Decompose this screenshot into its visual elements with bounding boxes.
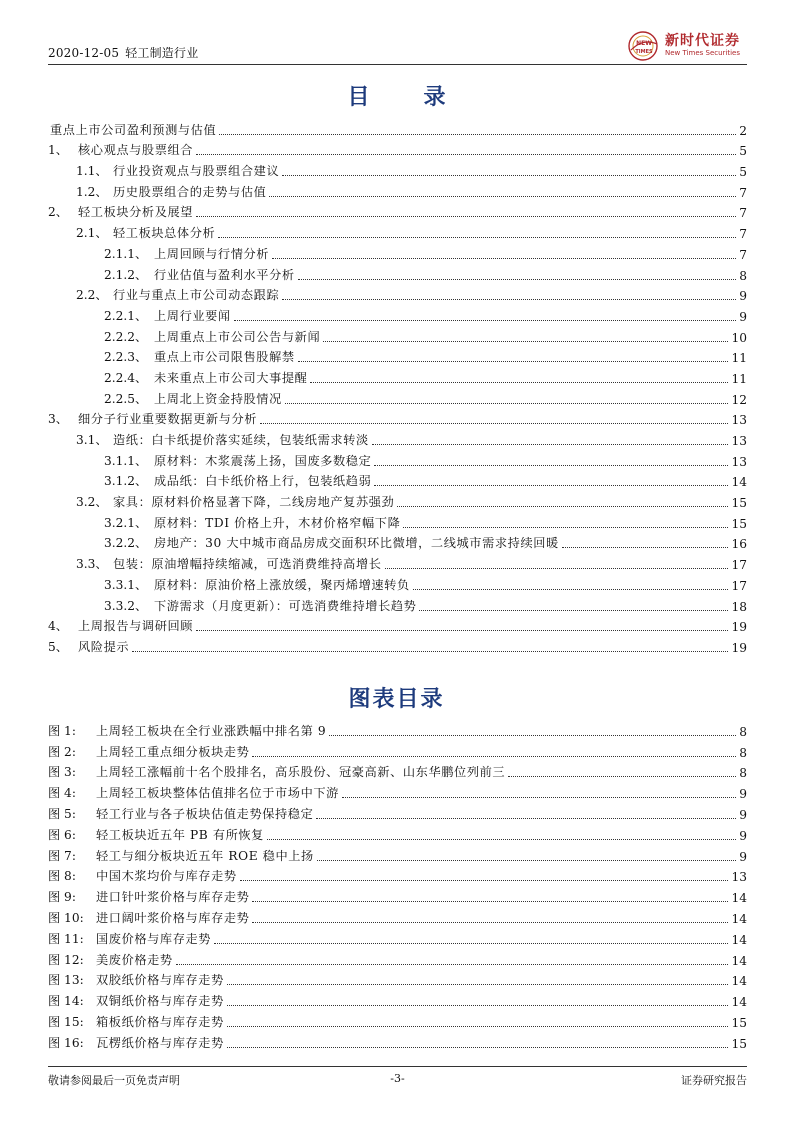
entry-number: 1、 — [48, 143, 68, 158]
entry-title: 房地产：30 大中城市商品房成交面积环比微增，二线城市需求持续回暖 — [154, 536, 559, 551]
entry-title: 双铜纸价格与库存走势 — [96, 994, 224, 1009]
entry-page: 9 — [739, 309, 747, 324]
entry-page: 14 — [731, 974, 747, 989]
table-of-contents — [48, 117, 747, 655]
industry-name: 轻工制造行业 — [125, 46, 199, 60]
entry-number: 1.2、 — [76, 184, 108, 199]
entry-title: 上周报告与调研回顾 — [78, 619, 194, 634]
entry-number: 图 1: — [48, 723, 76, 738]
dot-leader — [282, 175, 736, 176]
entry-number: 4、 — [48, 619, 68, 634]
entry-number: 图 6: — [48, 827, 76, 842]
entry-number: 3.2.2、 — [104, 536, 148, 551]
entry-title: 轻工行业与各子板块估值走势保持稳定 — [96, 806, 314, 821]
dot-leader — [298, 279, 737, 280]
dot-leader — [298, 361, 729, 362]
dot-leader — [252, 756, 736, 757]
entry-number: 5、 — [48, 639, 68, 654]
entry-title: 箱板纸价格与库存走势 — [96, 1014, 224, 1029]
dot-leader — [272, 258, 736, 259]
entry-title: 轻工板块近五年 PB 有所恢复 — [96, 827, 264, 842]
entry-title: 行业估值与盈利水平分析 — [154, 267, 295, 282]
toc-entry[interactable] — [48, 241, 747, 262]
entry-title: 上周北上资金持股情况 — [154, 391, 282, 406]
dot-leader — [316, 818, 736, 819]
disclaimer-note: 敬请参阅最后一页免责声明 — [48, 1074, 180, 1087]
entry-title: 进口针叶浆价格与库存走势 — [96, 890, 250, 905]
figure-index — [48, 718, 747, 1051]
dot-leader — [196, 154, 736, 155]
entry-title: 重点上市公司盈利预测与估值 — [50, 122, 217, 137]
page-header — [48, 26, 747, 66]
entry-page: 14 — [731, 475, 747, 490]
entry-page: 15 — [731, 1015, 747, 1030]
entry-title: 上周轻工涨幅前十名个股排名，高乐股份、冠豪高新、山东华鹏位列前三 — [96, 765, 506, 780]
toc-entry[interactable] — [48, 489, 747, 510]
entry-number: 图 14: — [48, 994, 84, 1009]
entry-page: 9 — [739, 787, 747, 802]
entry-page: 16 — [731, 537, 747, 552]
toc-entry[interactable] — [48, 510, 747, 531]
entry-title: 双胶纸价格与库存走势 — [96, 973, 224, 988]
toc-entry[interactable] — [48, 179, 747, 200]
entry-page: 9 — [739, 807, 747, 822]
entry-number: 3.3.2、 — [104, 598, 148, 613]
dot-leader — [196, 216, 736, 217]
figure-entry[interactable] — [48, 926, 747, 947]
entry-number: 图 10: — [48, 910, 84, 925]
dot-leader — [267, 839, 736, 840]
figure-entry[interactable] — [48, 739, 747, 760]
dot-leader — [403, 527, 728, 528]
entry-title: 核心观点与股票组合 — [78, 143, 194, 158]
entry-number: 图 12: — [48, 952, 84, 967]
dot-leader — [385, 568, 729, 569]
entry-page: 2 — [739, 123, 747, 138]
entry-number: 1.1、 — [76, 164, 108, 179]
entry-page: 15 — [731, 1036, 747, 1051]
entry-number: 3.1.2、 — [104, 474, 148, 489]
figure-entry[interactable] — [48, 780, 747, 801]
entry-page: 5 — [739, 144, 747, 159]
logo-english-name: New Times Securities — [665, 49, 740, 57]
figure-entry[interactable] — [48, 905, 747, 926]
entry-title: 上周轻工板块整体估值排名位于市场中下游 — [96, 786, 339, 801]
toc-entry[interactable] — [48, 551, 747, 572]
dot-leader — [342, 797, 736, 798]
entry-title: 上周轻工重点细分板块走势 — [96, 744, 250, 759]
figure-entry[interactable] — [48, 947, 747, 968]
dot-leader — [234, 320, 737, 321]
entry-number: 3.2.1、 — [104, 515, 148, 530]
entry-number: 3.1、 — [76, 433, 108, 447]
toc-entry[interactable] — [48, 138, 747, 159]
entry-page: 7 — [739, 247, 747, 262]
entry-number: 图 15: — [48, 1014, 84, 1029]
dot-leader — [218, 237, 736, 238]
report-date: 2020-12-05 — [48, 46, 120, 60]
entry-page: 8 — [739, 766, 747, 781]
toc-entry[interactable] — [48, 283, 747, 304]
entry-page: 14 — [731, 932, 747, 947]
entry-number: 3、 — [48, 412, 68, 427]
toc-entry[interactable] — [48, 634, 747, 655]
entry-number: 图 13: — [48, 973, 84, 988]
entry-page: 15 — [731, 516, 747, 531]
entry-page: 18 — [731, 599, 747, 614]
dot-leader — [227, 1005, 729, 1006]
entry-page: 7 — [739, 185, 747, 200]
entry-title: 包装：原油增幅持续缩减，可选消费维持高增长 — [113, 557, 382, 572]
entry-page: 10 — [731, 330, 747, 345]
entry-page: 11 — [731, 371, 747, 386]
logo-mark-text: NEW — [636, 40, 652, 47]
entry-title: 原材料：原油价格上涨放缓，聚丙烯增速转负 — [154, 577, 410, 592]
entry-number: 图 8: — [48, 869, 76, 884]
entry-number: 2.2.3、 — [104, 350, 148, 365]
logo-emblem-icon — [627, 30, 661, 62]
toc-entry[interactable] — [48, 200, 747, 221]
entry-page: 17 — [731, 558, 747, 573]
entry-page: 13 — [731, 870, 747, 885]
entry-title: 轻工板块总体分析 — [113, 226, 216, 241]
entry-number: 图 11: — [48, 931, 84, 946]
entry-number: 3.1.1、 — [104, 453, 148, 468]
toc-entry[interactable] — [48, 220, 747, 241]
entry-title: 原材料：TDI 价格上升，木材价格窄幅下降 — [154, 515, 401, 530]
toc-entry[interactable] — [48, 386, 747, 407]
toc-entry[interactable] — [48, 469, 747, 490]
entry-page: 9 — [739, 828, 747, 843]
figure-entry[interactable] — [48, 968, 747, 989]
entry-title: 行业与重点上市公司动态跟踪 — [113, 288, 280, 303]
entry-title: 进口阔叶浆价格与库存走势 — [96, 910, 250, 925]
entry-title: 历史股票组合的走势与估值 — [113, 184, 267, 199]
entry-number: 2.1、 — [76, 226, 108, 241]
company-logo — [627, 30, 747, 62]
figure-entry[interactable] — [48, 843, 747, 864]
entry-title: 造纸：白卡纸提价落实延续，包装纸需求转淡 — [113, 433, 369, 447]
toc-entry[interactable] — [48, 158, 747, 179]
dot-leader — [132, 651, 728, 652]
dot-leader — [310, 382, 728, 383]
toc-entry[interactable] — [48, 345, 747, 366]
dot-leader — [260, 423, 728, 424]
toc-entry[interactable] — [48, 324, 747, 345]
entry-number: 图 3: — [48, 765, 76, 780]
toc-entry[interactable] — [48, 593, 747, 614]
entry-title: 瓦楞纸价格与库存走势 — [96, 1035, 224, 1050]
dot-leader — [196, 630, 728, 631]
dot-leader — [372, 444, 729, 445]
entry-title: 下游需求（月度更新）：可选消费维持增长趋势 — [154, 598, 417, 613]
dot-leader — [252, 922, 728, 923]
entry-title: 国废价格与库存走势 — [96, 931, 212, 946]
dot-leader — [508, 776, 736, 777]
dot-leader — [240, 880, 729, 881]
dot-leader — [227, 984, 729, 985]
entry-title: 轻工板块分析及展望 — [78, 205, 194, 220]
entry-page: 17 — [731, 578, 747, 593]
entry-page: 8 — [739, 745, 747, 760]
entry-page: 14 — [731, 911, 747, 926]
entry-number: 图 7: — [48, 848, 76, 863]
entry-number: 2.2.5、 — [104, 391, 148, 406]
toc-entry[interactable] — [48, 365, 747, 386]
page-number: -3- — [390, 1072, 405, 1085]
header-info — [48, 44, 198, 61]
entry-number: 2.1.1、 — [104, 246, 148, 261]
entry-title: 上周轻工板块在全行业涨跌幅中排名第 9 — [96, 723, 327, 738]
entry-number: 2.2.2、 — [104, 329, 148, 344]
entry-title: 美废价格走势 — [96, 952, 173, 967]
entry-number: 图 5: — [48, 806, 76, 821]
entry-page: 7 — [739, 206, 747, 221]
entry-number: 2.2.1、 — [104, 308, 148, 323]
dot-leader — [374, 485, 728, 486]
footer-divider — [48, 1066, 747, 1067]
toc-entry[interactable] — [48, 407, 747, 428]
dot-leader — [214, 943, 728, 944]
entry-title: 家具：原材料价格显著下降，二线房地产复苏强劲 — [113, 495, 395, 510]
figure-entry[interactable] — [48, 760, 747, 781]
entry-page: 11 — [731, 351, 747, 366]
toc-heading: 目 录 — [347, 84, 462, 110]
report-type: 证券研究报告 — [681, 1074, 747, 1087]
entry-page: 12 — [731, 392, 747, 407]
figure-entry[interactable] — [48, 718, 747, 739]
dot-leader — [285, 403, 729, 404]
header-divider — [48, 64, 747, 65]
dot-leader — [329, 735, 736, 736]
dot-leader — [227, 1026, 729, 1027]
entry-title: 上周行业要闻 — [154, 308, 231, 323]
entry-number: 2.1.2、 — [104, 267, 148, 282]
entry-title: 未来重点上市公司大事提醒 — [154, 370, 308, 385]
entry-title: 风险提示 — [78, 639, 130, 654]
entry-title: 上周重点上市公司公告与新闻 — [154, 329, 321, 344]
entry-title: 成品纸：白卡纸价格上行，包装纸趋弱 — [154, 474, 372, 489]
dot-leader — [176, 964, 729, 965]
dot-leader — [397, 506, 728, 507]
dot-leader — [282, 299, 736, 300]
entry-page: 13 — [731, 434, 747, 448]
dot-leader — [317, 860, 736, 861]
figure-entry[interactable] — [48, 884, 747, 905]
entry-number: 2.2、 — [76, 288, 108, 303]
logo-mark-text-2: TIMES — [635, 49, 653, 55]
entry-page: 8 — [739, 268, 747, 283]
entry-page: 8 — [739, 724, 747, 739]
toc-entry[interactable] — [48, 427, 747, 448]
entry-page: 13 — [731, 454, 747, 469]
entry-page: 13 — [731, 413, 747, 428]
entry-number: 图 4: — [48, 786, 76, 801]
figure-index-heading: 图表目录 — [348, 686, 445, 712]
figure-entry[interactable] — [48, 1009, 747, 1030]
entry-page: 5 — [739, 165, 747, 180]
figure-entry[interactable] — [48, 864, 747, 885]
entry-title: 行业投资观点与股票组合建议 — [113, 164, 280, 179]
entry-page: 14 — [731, 953, 747, 968]
entry-title: 重点上市公司限售股解禁 — [154, 350, 295, 365]
dot-leader — [562, 547, 729, 548]
dot-leader — [219, 134, 736, 135]
entry-title: 上周回顾与行情分析 — [154, 246, 270, 261]
entry-page: 15 — [731, 496, 747, 511]
entry-number: 3.3、 — [76, 557, 108, 572]
dot-leader — [269, 196, 736, 197]
toc-entry[interactable] — [48, 572, 747, 593]
dot-leader — [227, 1047, 729, 1048]
logo-chinese-name: 新时代证券 — [665, 33, 740, 49]
entry-title: 原材料：木浆震荡上扬，国废多数稳定 — [154, 453, 372, 468]
toc-entry[interactable] — [48, 531, 747, 552]
entry-number: 图 9: — [48, 890, 76, 905]
entry-page: 9 — [739, 289, 747, 304]
dot-leader — [374, 465, 728, 466]
entry-number: 3.3.1、 — [104, 577, 148, 592]
dot-leader — [252, 901, 728, 902]
entry-title: 中国木浆均价与库存走势 — [96, 869, 237, 884]
dot-leader — [413, 589, 729, 590]
entry-number: 图 16: — [48, 1035, 84, 1050]
entry-page: 19 — [731, 620, 747, 635]
entry-number: 2.2.4、 — [104, 370, 148, 385]
entry-number: 2、 — [48, 205, 68, 220]
entry-page: 19 — [731, 640, 747, 655]
entry-title: 细分子行业重要数据更新与分析 — [78, 412, 258, 427]
toc-entry[interactable] — [48, 262, 747, 283]
toc-entry[interactable] — [48, 614, 747, 635]
figure-entry[interactable] — [48, 801, 747, 822]
dot-leader — [419, 610, 728, 611]
toc-entry[interactable] — [48, 303, 747, 324]
dot-leader — [323, 341, 728, 342]
entry-page: 14 — [731, 995, 747, 1010]
figure-entry[interactable] — [48, 822, 747, 843]
entry-page: 7 — [739, 227, 747, 242]
toc-entry[interactable] — [48, 117, 747, 138]
entry-page: 14 — [731, 891, 747, 906]
toc-entry[interactable] — [48, 448, 747, 469]
entry-number: 3.2、 — [76, 495, 108, 510]
figure-entry[interactable] — [48, 1030, 747, 1051]
entry-page: 9 — [739, 849, 747, 864]
entry-title: 轻工与细分板块近五年 ROE 稳中上扬 — [96, 848, 314, 863]
entry-number: 图 2: — [48, 744, 76, 759]
figure-entry[interactable] — [48, 988, 747, 1009]
